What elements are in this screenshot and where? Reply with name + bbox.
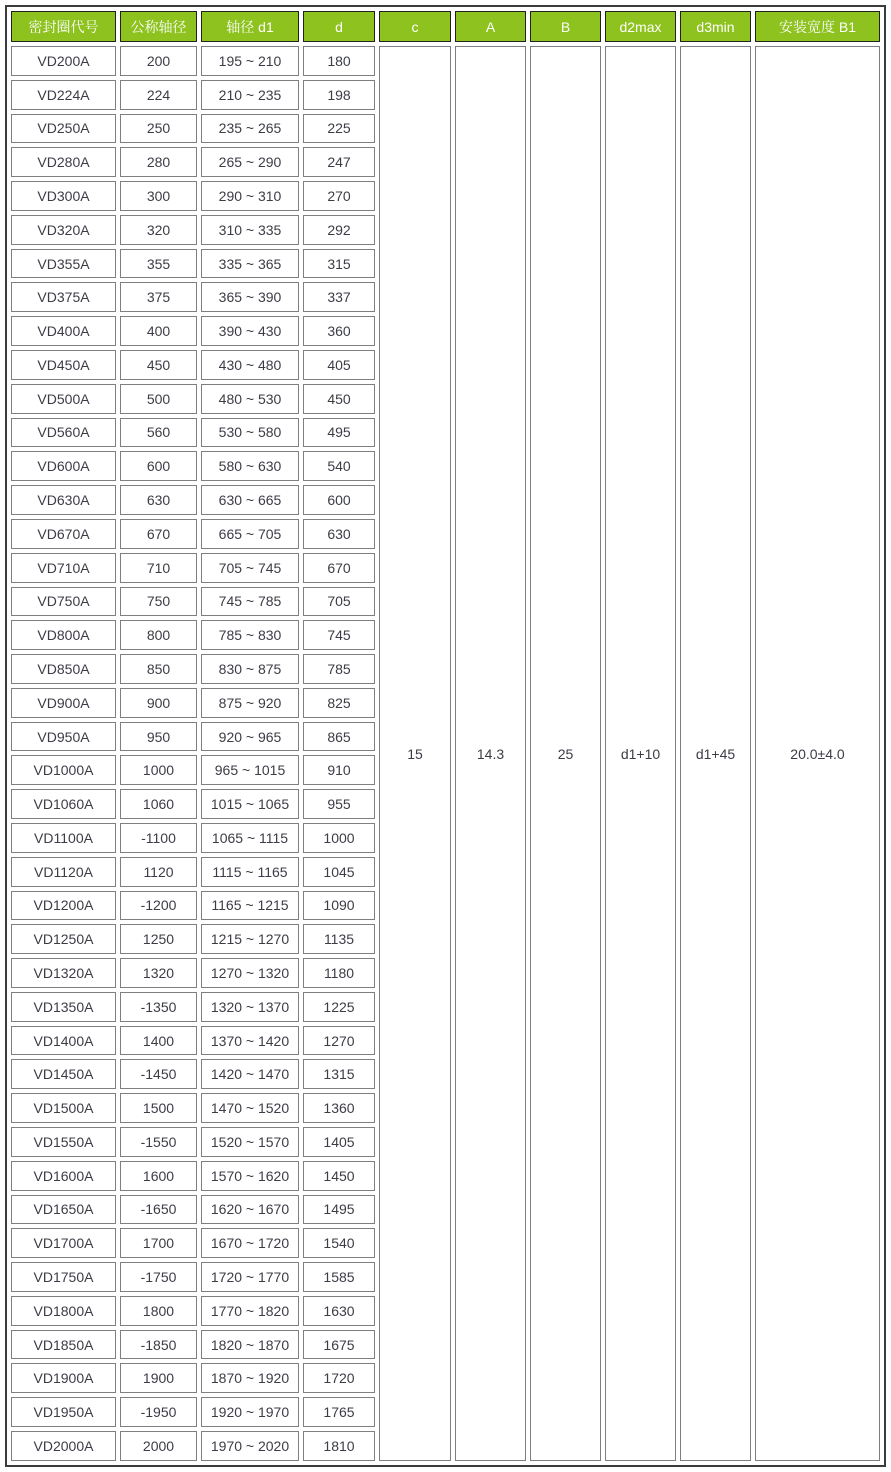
- cell-d: 180: [303, 46, 375, 76]
- cell-nominal-shaft: 450: [120, 350, 197, 380]
- cell-nominal-shaft: 500: [120, 384, 197, 414]
- cell-d: 745: [303, 620, 375, 650]
- cell-nominal-shaft: 1250: [120, 924, 197, 954]
- cell-d: 450: [303, 384, 375, 414]
- cell-seal-code: VD375A: [11, 282, 116, 312]
- cell-shaft-d1-range: 290 ~ 310: [201, 181, 299, 211]
- cell-shaft-d1-range: 1670 ~ 1720: [201, 1228, 299, 1258]
- cell-nominal-shaft: 630: [120, 485, 197, 515]
- cell-shaft-d1-range: 1470 ~ 1520: [201, 1093, 299, 1123]
- table-body: [11, 46, 880, 1461]
- merged-cell-d3min: d1+45: [680, 46, 751, 1461]
- cell-d: 1180: [303, 958, 375, 988]
- cell-seal-code: VD850A: [11, 654, 116, 684]
- cell-nominal-shaft: -1100: [120, 823, 197, 853]
- cell-nominal-shaft: -1850: [120, 1330, 197, 1360]
- table-header: [11, 11, 880, 42]
- cell-seal-code: VD1100A: [11, 823, 116, 853]
- header-cell-install-width-b1: 安装宽度 B1: [755, 11, 880, 42]
- cell-shaft-d1-range: 1770 ~ 1820: [201, 1296, 299, 1326]
- cell-nominal-shaft: 1700: [120, 1228, 197, 1258]
- cell-shaft-d1-range: 430 ~ 480: [201, 350, 299, 380]
- cell-seal-code: VD400A: [11, 316, 116, 346]
- cell-d: 1495: [303, 1195, 375, 1225]
- cell-seal-code: VD1350A: [11, 992, 116, 1022]
- cell-shaft-d1-range: 365 ~ 390: [201, 282, 299, 312]
- cell-seal-code: VD450A: [11, 350, 116, 380]
- cell-shaft-d1-range: 1570 ~ 1620: [201, 1161, 299, 1191]
- cell-nominal-shaft: 250: [120, 114, 197, 144]
- cell-d: 825: [303, 688, 375, 718]
- header-cell-seal-code: 密封圈代号: [11, 11, 116, 42]
- cell-d: 1810: [303, 1431, 375, 1461]
- cell-seal-code: VD2000A: [11, 1431, 116, 1461]
- cell-d: 1675: [303, 1330, 375, 1360]
- cell-seal-code: VD1000A: [11, 755, 116, 785]
- cell-shaft-d1-range: 1165 ~ 1215: [201, 891, 299, 921]
- cell-shaft-d1-range: 785 ~ 830: [201, 620, 299, 650]
- cell-d: 1090: [303, 891, 375, 921]
- cell-d: 360: [303, 316, 375, 346]
- cell-nominal-shaft: -1350: [120, 992, 197, 1022]
- cell-shaft-d1-range: 1215 ~ 1270: [201, 924, 299, 954]
- cell-shaft-d1-range: 745 ~ 785: [201, 587, 299, 617]
- cell-d: 600: [303, 485, 375, 515]
- cell-d: 1360: [303, 1093, 375, 1123]
- cell-nominal-shaft: -1450: [120, 1059, 197, 1089]
- cell-seal-code: VD355A: [11, 249, 116, 279]
- cell-d: 1540: [303, 1228, 375, 1258]
- cell-shaft-d1-range: 830 ~ 875: [201, 654, 299, 684]
- cell-nominal-shaft: 900: [120, 688, 197, 718]
- cell-seal-code: VD1550A: [11, 1127, 116, 1157]
- header-cell-b: B: [530, 11, 601, 42]
- cell-nominal-shaft: 224: [120, 80, 197, 110]
- cell-nominal-shaft: 1900: [120, 1363, 197, 1393]
- cell-shaft-d1-range: 235 ~ 265: [201, 114, 299, 144]
- cell-nominal-shaft: -1550: [120, 1127, 197, 1157]
- cell-nominal-shaft: -1950: [120, 1397, 197, 1427]
- cell-nominal-shaft: 560: [120, 418, 197, 448]
- cell-seal-code: VD630A: [11, 485, 116, 515]
- cell-nominal-shaft: -1750: [120, 1262, 197, 1292]
- cell-d: 247: [303, 147, 375, 177]
- cell-seal-code: VD600A: [11, 451, 116, 481]
- cell-d: 225: [303, 114, 375, 144]
- cell-nominal-shaft: 850: [120, 654, 197, 684]
- cell-seal-code: VD1800A: [11, 1296, 116, 1326]
- cell-shaft-d1-range: 1520 ~ 1570: [201, 1127, 299, 1157]
- cell-nominal-shaft: 1800: [120, 1296, 197, 1326]
- cell-d: 1270: [303, 1026, 375, 1056]
- cell-d: 337: [303, 282, 375, 312]
- cell-shaft-d1-range: 1970 ~ 2020: [201, 1431, 299, 1461]
- cell-d: 315: [303, 249, 375, 279]
- cell-nominal-shaft: 1320: [120, 958, 197, 988]
- cell-seal-code: VD710A: [11, 553, 116, 583]
- cell-seal-code: VD1650A: [11, 1195, 116, 1225]
- cell-nominal-shaft: 200: [120, 46, 197, 76]
- cell-nominal-shaft: 320: [120, 215, 197, 245]
- cell-nominal-shaft: 375: [120, 282, 197, 312]
- cell-d: 1000: [303, 823, 375, 853]
- cell-d: 1405: [303, 1127, 375, 1157]
- cell-d: 1585: [303, 1262, 375, 1292]
- cell-shaft-d1-range: 530 ~ 580: [201, 418, 299, 448]
- cell-seal-code: VD1060A: [11, 789, 116, 819]
- merged-cell-B: 25: [530, 46, 601, 1461]
- table-row: [11, 46, 880, 76]
- cell-nominal-shaft: 2000: [120, 1431, 197, 1461]
- cell-shaft-d1-range: 480 ~ 530: [201, 384, 299, 414]
- cell-seal-code: VD224A: [11, 80, 116, 110]
- cell-d: 670: [303, 553, 375, 583]
- cell-nominal-shaft: 800: [120, 620, 197, 650]
- cell-nominal-shaft: 1500: [120, 1093, 197, 1123]
- cell-nominal-shaft: -1200: [120, 891, 197, 921]
- cell-shaft-d1-range: 875 ~ 920: [201, 688, 299, 718]
- seal-ring-spec-table: [5, 5, 886, 1467]
- cell-d: 292: [303, 215, 375, 245]
- cell-shaft-d1-range: 1720 ~ 1770: [201, 1262, 299, 1292]
- cell-shaft-d1-range: 1065 ~ 1115: [201, 823, 299, 853]
- cell-shaft-d1-range: 1870 ~ 1920: [201, 1363, 299, 1393]
- cell-seal-code: VD1250A: [11, 924, 116, 954]
- cell-seal-code: VD800A: [11, 620, 116, 650]
- cell-nominal-shaft: 710: [120, 553, 197, 583]
- cell-nominal-shaft: 300: [120, 181, 197, 211]
- cell-d: 270: [303, 181, 375, 211]
- cell-shaft-d1-range: 665 ~ 705: [201, 519, 299, 549]
- cell-nominal-shaft: 1400: [120, 1026, 197, 1056]
- cell-d: 1720: [303, 1363, 375, 1393]
- cell-shaft-d1-range: 1420 ~ 1470: [201, 1059, 299, 1089]
- cell-seal-code: VD670A: [11, 519, 116, 549]
- cell-d: 1045: [303, 857, 375, 887]
- header-cell-shaft-d1: 轴径 d1: [201, 11, 299, 42]
- cell-nominal-shaft: 1600: [120, 1161, 197, 1191]
- cell-seal-code: VD1400A: [11, 1026, 116, 1056]
- cell-shaft-d1-range: 210 ~ 235: [201, 80, 299, 110]
- cell-d: 405: [303, 350, 375, 380]
- cell-shaft-d1-range: 580 ~ 630: [201, 451, 299, 481]
- cell-shaft-d1-range: 195 ~ 210: [201, 46, 299, 76]
- cell-nominal-shaft: 1060: [120, 789, 197, 819]
- cell-d: 630: [303, 519, 375, 549]
- cell-d: 910: [303, 755, 375, 785]
- cell-shaft-d1-range: 1620 ~ 1670: [201, 1195, 299, 1225]
- cell-seal-code: VD1500A: [11, 1093, 116, 1123]
- cell-seal-code: VD1900A: [11, 1363, 116, 1393]
- cell-shaft-d1-range: 920 ~ 965: [201, 722, 299, 752]
- header-cell-a: A: [455, 11, 526, 42]
- merged-cell-c: 15: [379, 46, 451, 1461]
- cell-seal-code: VD250A: [11, 114, 116, 144]
- cell-d: 1315: [303, 1059, 375, 1089]
- cell-d: 705: [303, 587, 375, 617]
- cell-seal-code: VD200A: [11, 46, 116, 76]
- merged-cell-d2max: d1+10: [605, 46, 676, 1461]
- header-cell-d2max: d2max: [605, 11, 676, 42]
- cell-seal-code: VD750A: [11, 587, 116, 617]
- cell-seal-code: VD1850A: [11, 1330, 116, 1360]
- cell-shaft-d1-range: 335 ~ 365: [201, 249, 299, 279]
- cell-nominal-shaft: 670: [120, 519, 197, 549]
- cell-nominal-shaft: 600: [120, 451, 197, 481]
- cell-shaft-d1-range: 390 ~ 430: [201, 316, 299, 346]
- cell-d: 1135: [303, 924, 375, 954]
- cell-seal-code: VD950A: [11, 722, 116, 752]
- cell-seal-code: VD500A: [11, 384, 116, 414]
- cell-seal-code: VD900A: [11, 688, 116, 718]
- header-cell-d: d: [303, 11, 375, 42]
- cell-shaft-d1-range: 1920 ~ 1970: [201, 1397, 299, 1427]
- cell-shaft-d1-range: 965 ~ 1015: [201, 755, 299, 785]
- cell-seal-code: VD1950A: [11, 1397, 116, 1427]
- cell-nominal-shaft: 355: [120, 249, 197, 279]
- cell-shaft-d1-range: 310 ~ 335: [201, 215, 299, 245]
- cell-seal-code: VD1200A: [11, 891, 116, 921]
- cell-seal-code: VD560A: [11, 418, 116, 448]
- cell-seal-code: VD1700A: [11, 1228, 116, 1258]
- cell-nominal-shaft: -1650: [120, 1195, 197, 1225]
- cell-shaft-d1-range: 1820 ~ 1870: [201, 1330, 299, 1360]
- cell-nominal-shaft: 1000: [120, 755, 197, 785]
- cell-nominal-shaft: 1120: [120, 857, 197, 887]
- cell-d: 785: [303, 654, 375, 684]
- cell-seal-code: VD300A: [11, 181, 116, 211]
- merged-cell-A: 14.3: [455, 46, 526, 1461]
- cell-shaft-d1-range: 1320 ~ 1370: [201, 992, 299, 1022]
- cell-shaft-d1-range: 265 ~ 290: [201, 147, 299, 177]
- cell-seal-code: VD320A: [11, 215, 116, 245]
- cell-d: 1765: [303, 1397, 375, 1427]
- cell-d: 495: [303, 418, 375, 448]
- cell-seal-code: VD1120A: [11, 857, 116, 887]
- cell-shaft-d1-range: 1270 ~ 1320: [201, 958, 299, 988]
- header-cell-d3min: d3min: [680, 11, 751, 42]
- cell-seal-code: VD1600A: [11, 1161, 116, 1191]
- cell-d: 540: [303, 451, 375, 481]
- cell-seal-code: VD1750A: [11, 1262, 116, 1292]
- cell-shaft-d1-range: 1370 ~ 1420: [201, 1026, 299, 1056]
- cell-d: 955: [303, 789, 375, 819]
- cell-shaft-d1-range: 1015 ~ 1065: [201, 789, 299, 819]
- cell-d: 198: [303, 80, 375, 110]
- cell-seal-code: VD1450A: [11, 1059, 116, 1089]
- cell-d: 865: [303, 722, 375, 752]
- cell-nominal-shaft: 400: [120, 316, 197, 346]
- cell-d: 1630: [303, 1296, 375, 1326]
- header-cell-nominal-shaft: 公称轴径: [120, 11, 197, 42]
- header-row: [11, 11, 880, 42]
- cell-nominal-shaft: 750: [120, 587, 197, 617]
- header-cell-c: c: [379, 11, 451, 42]
- cell-shaft-d1-range: 630 ~ 665: [201, 485, 299, 515]
- merged-cell-安装宽度 B1: 20.0±4.0: [755, 46, 880, 1461]
- cell-nominal-shaft: 950: [120, 722, 197, 752]
- cell-d: 1225: [303, 992, 375, 1022]
- cell-d: 1450: [303, 1161, 375, 1191]
- cell-seal-code: VD1320A: [11, 958, 116, 988]
- cell-nominal-shaft: 280: [120, 147, 197, 177]
- cell-shaft-d1-range: 705 ~ 745: [201, 553, 299, 583]
- cell-shaft-d1-range: 1115 ~ 1165: [201, 857, 299, 887]
- cell-seal-code: VD280A: [11, 147, 116, 177]
